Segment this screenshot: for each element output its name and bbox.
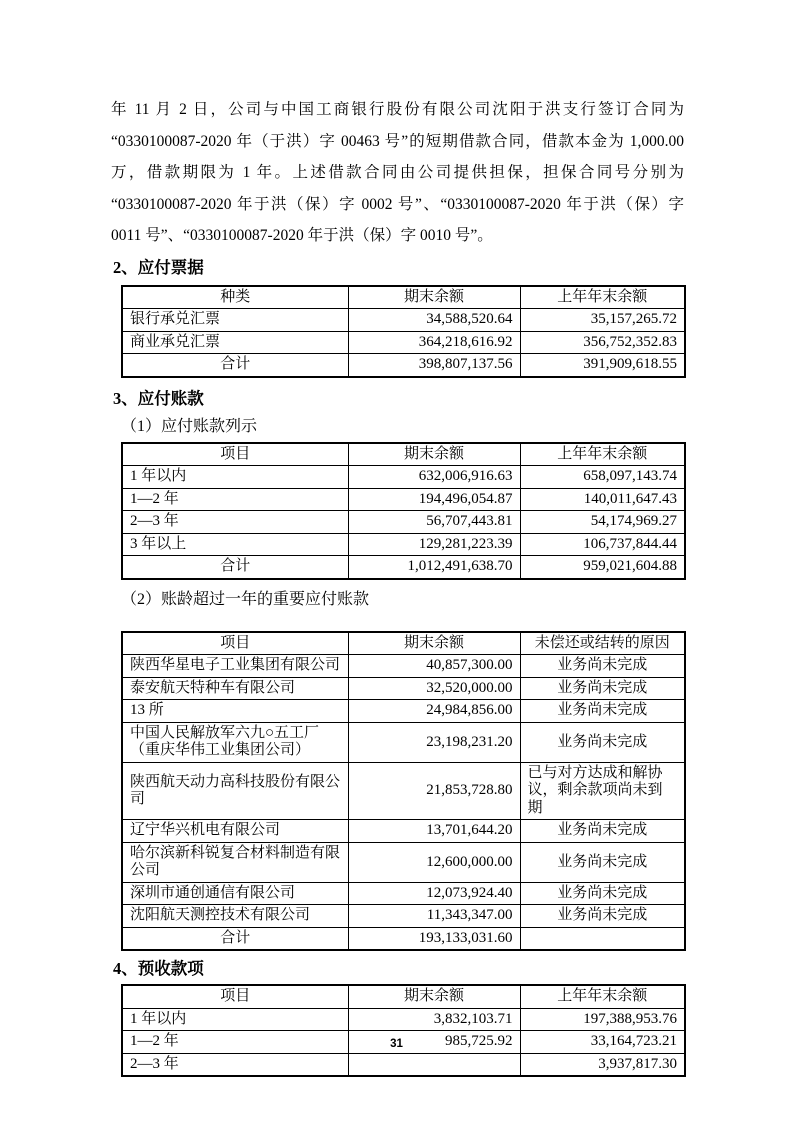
- table-cell: 沈阳航天测控技术有限公司: [122, 905, 348, 928]
- table-cell: 106,737,844.44: [520, 533, 685, 556]
- table-row: [122, 466, 685, 489]
- table-cell: 中国人民解放军六九○五工厂（重庆华伟工业集团公司）: [122, 722, 348, 762]
- table-cell: 商业承兑汇票: [122, 331, 348, 354]
- table-cell: 33,164,723.21: [520, 1031, 685, 1054]
- advances-received-table: [121, 984, 686, 1077]
- table-row: [122, 1008, 685, 1031]
- table-row: [122, 842, 685, 882]
- page-content: [111, 0, 684, 1077]
- table-cell: 11,343,347.00: [348, 905, 520, 928]
- table-cell: 658,097,143.74: [520, 466, 685, 489]
- table-total-row: [122, 354, 685, 377]
- table-cell: 辽宁华兴机电有限公司: [122, 820, 348, 843]
- table-row: [122, 762, 685, 820]
- table-row: [122, 820, 685, 843]
- table-cell: 已与对方达成和解协议，剩余款项尚未到期: [520, 762, 685, 820]
- table-header-row: [122, 286, 685, 309]
- table-cell: 140,011,647.43: [520, 488, 685, 511]
- table-cell: 陕西航天动力高科技股份有限公司: [122, 762, 348, 820]
- bills-payable-table: [121, 285, 686, 378]
- table-total-row: [122, 927, 685, 950]
- column-header: 项目: [122, 443, 348, 466]
- table-row: [122, 511, 685, 534]
- paragraph-line: “0330100087-2020 年于洪（保）字 0002 号”、“0330100087-2020 年于洪（保）字: [111, 195, 684, 213]
- table-row: [122, 677, 685, 700]
- table-cell: 35,157,265.72: [520, 309, 685, 332]
- table-cell: 391,909,618.55: [520, 354, 685, 377]
- payables-aging-table: [121, 631, 686, 952]
- paragraph-line: 万，借款期限为 1 年。上述借款合同由公司提供担保，担保合同号分别为: [111, 164, 684, 182]
- table-cell: 泰安航天特种车有限公司: [122, 677, 348, 700]
- table-cell: 56,707,443.81: [348, 511, 520, 534]
- table-cell: 业务尚未完成: [520, 677, 685, 700]
- table-cell: 业务尚未完成: [520, 842, 685, 882]
- table-cell: 业务尚未完成: [520, 882, 685, 905]
- table-cell: 12,600,000.00: [348, 842, 520, 882]
- table-row: [122, 1053, 685, 1076]
- page-number: 31: [390, 1038, 403, 1050]
- column-header: 期末余额: [348, 632, 520, 655]
- table-cell: 13,701,644.20: [348, 820, 520, 843]
- table-cell: [348, 1053, 520, 1076]
- table-row: [122, 722, 685, 762]
- column-header: 种类: [122, 286, 348, 309]
- column-header: 未偿还或结转的原因: [520, 632, 685, 655]
- table-cell: 合计: [122, 354, 348, 377]
- table-cell: 1—2 年: [122, 1031, 348, 1054]
- table-cell: 364,218,616.92: [348, 331, 520, 354]
- table-cell: 197,388,953.76: [520, 1008, 685, 1031]
- section-heading-accounts-payable: 3、应付账款: [113, 388, 204, 408]
- table-cell: 40,857,300.00: [348, 655, 520, 678]
- table-cell: 356,752,352.83: [520, 331, 685, 354]
- table-cell: 1—2 年: [122, 488, 348, 511]
- table-cell: 业务尚未完成: [520, 700, 685, 723]
- table-cell: 深圳市通创通信有限公司: [122, 882, 348, 905]
- paragraph-line: 0011 号”、“0330100087-2020 年于洪（保）字 0010 号”。: [111, 227, 493, 245]
- table-row: [122, 331, 685, 354]
- table-row: [122, 488, 685, 511]
- table-row: [122, 905, 685, 928]
- column-header: 期末余额: [348, 985, 520, 1008]
- table-cell: 1 年以内: [122, 1008, 348, 1031]
- column-header: 期末余额: [348, 443, 520, 466]
- table-cell: 1,012,491,638.70: [348, 556, 520, 579]
- table-cell: 12,073,924.40: [348, 882, 520, 905]
- table-total-row: [122, 556, 685, 579]
- table-row: [122, 700, 685, 723]
- column-header: 项目: [122, 632, 348, 655]
- table-cell: 23,198,231.20: [348, 722, 520, 762]
- column-header: 期末余额: [348, 286, 520, 309]
- table-header-row: [122, 632, 685, 655]
- subsection-heading-payables-aging: （2）账龄超过一年的重要应付账款: [121, 590, 370, 608]
- payables-list-table: [121, 442, 686, 580]
- table-cell: 194,496,054.87: [348, 488, 520, 511]
- table-cell: 632,006,916.63: [348, 466, 520, 489]
- table-cell: 陕西华星电子工业集团有限公司: [122, 655, 348, 678]
- section-heading-bills-payable: 2、应付票据: [113, 257, 204, 277]
- table-header-row: [122, 443, 685, 466]
- table-cell: 业务尚未完成: [520, 722, 685, 762]
- table-cell: 398,807,137.56: [348, 354, 520, 377]
- table-cell: 3,832,103.71: [348, 1008, 520, 1031]
- table-cell: 2—3 年: [122, 1053, 348, 1076]
- paragraph-line: “0330100087-2020 年（于洪）字 00463 号”的短期借款合同，借款本金为 1,000.00: [111, 132, 684, 150]
- table-cell: 34,588,520.64: [348, 309, 520, 332]
- table-row: [122, 309, 685, 332]
- table-cell: 业务尚未完成: [520, 905, 685, 928]
- table-cell: 24,984,856.00: [348, 700, 520, 723]
- table-row: [122, 533, 685, 556]
- table-cell: 业务尚未完成: [520, 655, 685, 678]
- section-heading-advances-received: 4、预收款项: [113, 959, 204, 979]
- table-cell: 银行承兑汇票: [122, 309, 348, 332]
- table-cell: 21,853,728.80: [348, 762, 520, 820]
- table-cell: 合计: [122, 556, 348, 579]
- body-paragraph: [111, 94, 684, 252]
- column-header: 上年年末余额: [520, 286, 685, 309]
- table-cell: 哈尔滨新科锐复合材料制造有限公司: [122, 842, 348, 882]
- table-cell: 193,133,031.60: [348, 927, 520, 950]
- column-header: 上年年末余额: [520, 443, 685, 466]
- table-cell: 985,725.92: [348, 1031, 520, 1054]
- table-header-row: [122, 985, 685, 1008]
- column-header: 上年年末余额: [520, 985, 685, 1008]
- table-row: [122, 882, 685, 905]
- table-cell: 32,520,000.00: [348, 677, 520, 700]
- table-cell: 54,174,969.27: [520, 511, 685, 534]
- subsection-heading-payables-list: （1）应付账款列示: [121, 417, 258, 435]
- table-cell: 3,937,817.30: [520, 1053, 685, 1076]
- table-cell: 959,021,604.88: [520, 556, 685, 579]
- table-cell: 1 年以内: [122, 466, 348, 489]
- table-cell: 合计: [122, 927, 348, 950]
- table-row: [122, 655, 685, 678]
- table-cell: 3 年以上: [122, 533, 348, 556]
- table-cell: 129,281,223.39: [348, 533, 520, 556]
- paragraph-line: 年 11 月 2 日，公司与中国工商银行股份有限公司沈阳于洪支行签订合同为: [111, 101, 684, 118]
- table-cell: 13 所: [122, 700, 348, 723]
- column-header: 项目: [122, 985, 348, 1008]
- table-cell: [520, 927, 685, 950]
- table-cell: 业务尚未完成: [520, 820, 685, 843]
- table-cell: 2—3 年: [122, 511, 348, 534]
